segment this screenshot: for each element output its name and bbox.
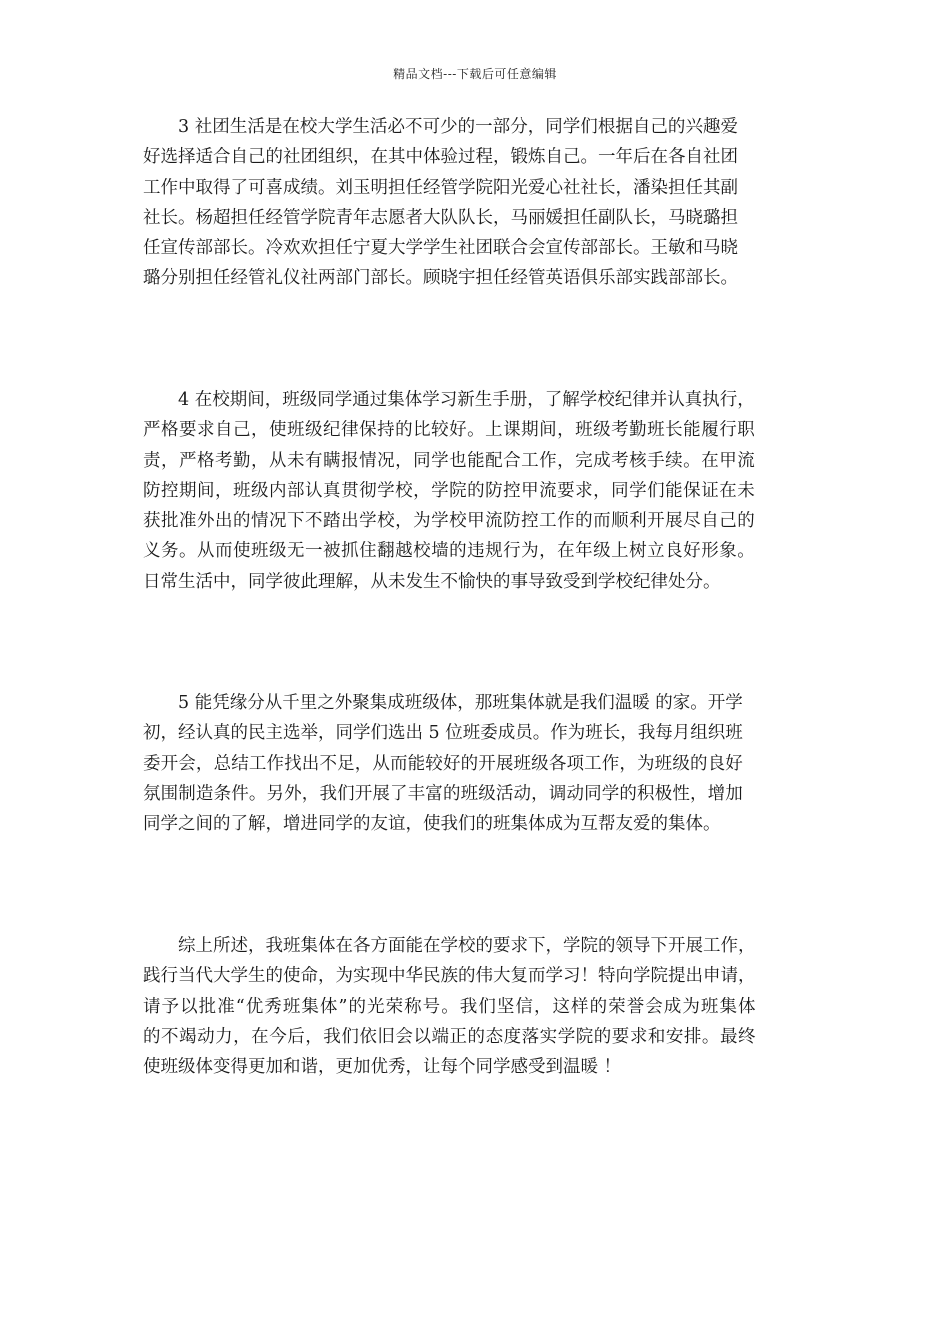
text-line: 氛围制造条件。另外，我们开展了丰富的班级活动，调动同学的积极性，增加 xyxy=(143,783,743,804)
paragraph-class-collective xyxy=(143,688,743,839)
text-line: 责，严格考勤，从未有瞒报情况，同学也能配合工作，完成考核手续。在甲流 xyxy=(143,450,755,471)
text-line: 任宣传部部长。冷欢欢担任宁夏大学学生社团联合会宣传部部长。王敏和马晓 xyxy=(143,238,738,259)
paragraph-discipline xyxy=(143,385,755,597)
page-header: 精品文档---下载后可任意编辑 xyxy=(393,67,557,81)
text-line: 义务。从而使班级无一被抓住翻越校墙的违规行为，在年级上树立良好形象。 xyxy=(143,541,755,562)
paragraph-club-life xyxy=(143,112,738,294)
text-line: 防控期间，班级内部认真贯彻学校，学院的防控甲流要求，同学们能保证在未 xyxy=(143,480,755,501)
text-line: 委开会，总结工作找出不足，从而能较好的开展班级各项工作，为班级的良好 xyxy=(143,753,743,774)
text-line: 日常生活中，同学彼此理解，从未发生不愉快的事导致受到学校纪律处分。 xyxy=(143,571,721,592)
text-line: 5 能凭缘分从千里之外聚集成班级体，那班集体就是我们温暖 的家。开学 xyxy=(143,693,743,713)
text-line: 综上所述，我班集体在各方面能在学校的要求下，学院的领导下开展工作， xyxy=(143,936,756,956)
text-line: 4 在校期间，班级同学通过集体学习新生手册，了解学校纪律并认真执行， xyxy=(143,390,755,410)
text-line: 工作中取得了可喜成绩。刘玉明担任经管学院阳光爱心社社长，潘染担任其副 xyxy=(143,177,738,198)
text-line: 获批准外出的情况下不踏出学校，为学校甲流防控工作的而顺利开展尽自己的 xyxy=(143,511,755,532)
text-line: 请予以批准“优秀班集体”的光荣称号。我们坚信，这样的荣誉会成为班集体 xyxy=(143,996,756,1017)
text-line: 同学之间的了解，增进同学的友谊，使我们的班集体成为互帮友爱的集体。 xyxy=(143,814,721,835)
paragraph-conclusion xyxy=(143,931,756,1082)
text-line: 使班级体变得更加和谐，更加优秀，让每个同学感受到温暖 ！ xyxy=(143,1057,622,1078)
text-line: 好选择适合自己的社团组织，在其中体验过程，锻炼自己。一年后在各自社团 xyxy=(143,147,738,168)
text-line: 3 社团生活是在校大学生活必不可少的一部分，同学们根据自己的兴趣爱 xyxy=(143,117,738,137)
text-line: 社长。杨超担任经管学院青年志愿者大队队长，马丽媛担任副队长，马晓璐担 xyxy=(143,207,738,228)
text-line: 践行当代大学生的使命，为实现中华民族的伟大复而学习！特向学院提出申请， xyxy=(143,966,756,987)
text-line: 初，经认真的民主选举，同学们选出 5 位班委成员。作为班长，我每月组织班 xyxy=(143,723,743,744)
text-line: 的不竭动力，在今后，我们依旧会以端正的态度落实学院的要求和安排。最终 xyxy=(143,1026,756,1047)
text-line: 璐分别担任经管礼仪社两部门部长。顾晓宇担任经管英语俱乐部实践部部长。 xyxy=(143,268,738,289)
text-line: 严格要求自己，使班级纪律保持的比较好。上课期间，班级考勤班长能履行职 xyxy=(143,420,755,441)
